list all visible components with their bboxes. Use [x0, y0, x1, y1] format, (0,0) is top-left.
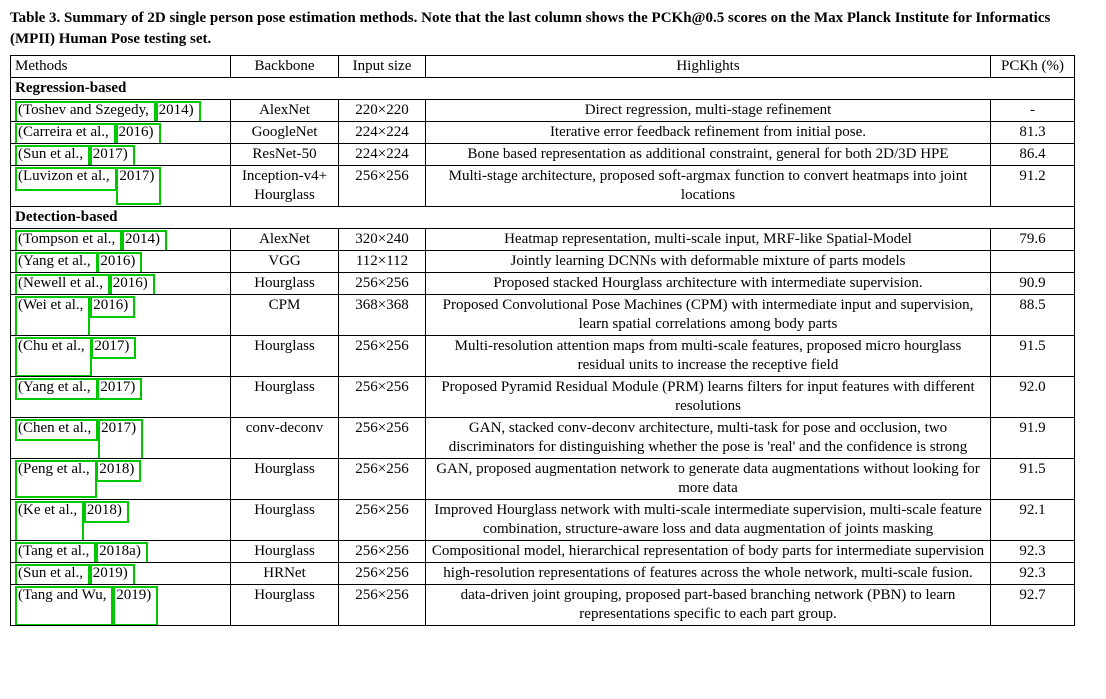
input-size-cell: 256×256 [339, 541, 426, 563]
method-cell [11, 295, 231, 336]
pckh-cell: 92.1 [991, 500, 1075, 541]
highlights-cell: Jointly learning DCNNs with deformable mixture of parts models [426, 251, 991, 273]
input-size-cell: 220×220 [339, 100, 426, 122]
highlights-cell: Proposed stacked Hourglass architecture with intermediate supervision. [426, 273, 991, 295]
citation-link-year[interactable]: 2016) [97, 252, 138, 271]
citation-link-ref[interactable]: (Tang et al., [15, 542, 92, 561]
backbone-cell: CPM [231, 295, 339, 336]
citation-link-year[interactable]: 2017) [98, 419, 139, 438]
input-size-cell: 256×256 [339, 336, 426, 377]
input-size-cell: 224×224 [339, 144, 426, 166]
table-row [11, 418, 1075, 459]
citation-link-ref[interactable]: (Wei et al., [15, 296, 86, 315]
backbone-cell: Hourglass [231, 273, 339, 295]
section-label: Regression-based [11, 78, 1075, 100]
highlights-cell: Multi-resolution attention maps from multi-scale features, proposed micro hourglass residual units to increase the receptive field [426, 336, 991, 377]
method-cell [11, 100, 231, 122]
table-caption: Table 3. Summary of 2D single person pose estimation methods. Note that the last column shows the PCKh@0.5 scores on the Max Planck Institute for Informatics (MPII) Human Pose testing set. [10, 10, 1051, 47]
col-header-methods: Methods [11, 56, 231, 78]
highlights-cell: Proposed Convolutional Pose Machines (CPM) with intermediate input and supervision, learn spatial correlations among body parts [426, 295, 991, 336]
table-row [11, 377, 1075, 418]
method-cell [11, 122, 231, 144]
citation-link-year[interactable]: 2019) [113, 586, 154, 605]
pckh-cell: - [991, 100, 1075, 122]
citation-link-ref[interactable]: (Tang and Wu, [15, 586, 109, 605]
citation-link-ref[interactable]: (Yang et al., [15, 252, 94, 271]
input-size-cell: 256×256 [339, 377, 426, 418]
highlights-cell: Proposed Pyramid Residual Module (PRM) learns filters for input features with different resolutions [426, 377, 991, 418]
citation-link-year[interactable]: 2017) [97, 378, 138, 397]
input-size-cell: 256×256 [339, 563, 426, 585]
backbone-cell: ResNet-50 [231, 144, 339, 166]
input-size-cell: 112×112 [339, 251, 426, 273]
highlights-cell: Bone based representation as additional constraint, general for both 2D/3D HPE [426, 144, 991, 166]
citation-link-ref[interactable]: (Ke et al., [15, 501, 80, 520]
citation-link-ref[interactable]: (Chen et al., [15, 419, 94, 438]
highlights-cell: Iterative error feedback refinement from initial pose. [426, 122, 991, 144]
pckh-cell: 91.5 [991, 336, 1075, 377]
citation-link-year[interactable]: 2018) [84, 501, 125, 520]
method-cell [11, 377, 231, 418]
citation-link-year[interactable]: 2019) [90, 564, 131, 583]
citation-link-ref[interactable]: (Yang et al., [15, 378, 94, 397]
method-cell [11, 500, 231, 541]
highlights-cell: GAN, proposed augmentation network to generate data augmentations without looking for more data [426, 459, 991, 500]
citation-link-year[interactable]: 2016) [90, 296, 131, 315]
table-body [11, 78, 1075, 626]
table-row [11, 122, 1075, 144]
backbone-cell: HRNet [231, 563, 339, 585]
pckh-cell: 79.6 [991, 229, 1075, 251]
backbone-cell: Hourglass [231, 336, 339, 377]
pckh-cell: 81.3 [991, 122, 1075, 144]
input-size-cell: 224×224 [339, 122, 426, 144]
pckh-cell: 92.0 [991, 377, 1075, 418]
citation-link-ref[interactable]: (Toshev and Szegedy, [15, 101, 152, 120]
input-size-cell: 320×240 [339, 229, 426, 251]
pckh-cell: 88.5 [991, 295, 1075, 336]
pckh-cell: 92.3 [991, 541, 1075, 563]
method-cell [11, 563, 231, 585]
backbone-cell: AlexNet [231, 229, 339, 251]
table-row [11, 273, 1075, 295]
backbone-cell: conv-deconv [231, 418, 339, 459]
input-size-cell: 256×256 [339, 459, 426, 500]
input-size-cell: 256×256 [339, 418, 426, 459]
method-cell [11, 541, 231, 563]
method-cell [11, 585, 231, 626]
citation-link-ref[interactable]: (Tompson et al., [15, 230, 118, 249]
table-row [11, 585, 1075, 626]
highlights-cell: high-resolution representations of features across the whole network, multi-scale fusion. [426, 563, 991, 585]
table-row [11, 166, 1075, 207]
pckh-cell: 91.2 [991, 166, 1075, 207]
header-row [11, 56, 1075, 78]
citation-link-year[interactable]: 2017) [90, 145, 131, 164]
method-cell [11, 251, 231, 273]
backbone-cell: Hourglass [231, 541, 339, 563]
method-cell [11, 418, 231, 459]
citation-link-ref[interactable]: (Sun et al., [15, 145, 86, 164]
backbone-cell: Hourglass [231, 459, 339, 500]
method-cell [11, 229, 231, 251]
col-header-input-size: Input size [339, 56, 426, 78]
table-row [11, 295, 1075, 336]
table-row [11, 336, 1075, 377]
backbone-cell: AlexNet [231, 100, 339, 122]
table-row [11, 100, 1075, 122]
citation-link-ref[interactable]: (Luvizon et al., [15, 167, 113, 186]
backbone-cell: Inception-v4+ Hourglass [231, 166, 339, 207]
table-row [11, 541, 1075, 563]
highlights-cell: data-driven joint grouping, proposed part-based branching network (PBN) to learn representations specific to each part group. [426, 585, 991, 626]
citation-link-year[interactable]: 2014) [156, 101, 197, 120]
table-row [11, 459, 1075, 500]
table-row [11, 251, 1075, 273]
col-header-highlights: Highlights [426, 56, 991, 78]
highlights-cell: Multi-stage architecture, proposed soft-argmax function to convert heatmaps into joint locations [426, 166, 991, 207]
citation-link-ref[interactable]: (Sun et al., [15, 564, 86, 583]
citation-link-year[interactable]: 2014) [122, 230, 163, 249]
citation-link-ref[interactable]: (Peng et al., [15, 460, 93, 479]
method-cell [11, 273, 231, 295]
col-header-backbone: Backbone [231, 56, 339, 78]
citation-link-year[interactable]: 2018) [96, 460, 137, 479]
backbone-cell: GoogleNet [231, 122, 339, 144]
section-label: Detection-based [11, 207, 1075, 229]
method-cell [11, 166, 231, 207]
method-cell [11, 144, 231, 166]
citation-link-year[interactable]: 2017) [91, 337, 132, 356]
citation-link-ref[interactable]: (Carreira et al., [15, 123, 112, 142]
input-size-cell: 256×256 [339, 166, 426, 207]
citation-link-year[interactable]: 2017) [116, 167, 157, 186]
pckh-cell: 92.7 [991, 585, 1075, 626]
citation-link-year[interactable]: 2016) [116, 123, 157, 142]
backbone-cell: Hourglass [231, 585, 339, 626]
method-cell [11, 336, 231, 377]
col-header-pckh: PCKh (%) [991, 56, 1075, 78]
pckh-cell: 91.9 [991, 418, 1075, 459]
citation-link-ref[interactable]: (Chu et al., [15, 337, 88, 356]
table-row [11, 563, 1075, 585]
pckh-cell: 90.9 [991, 273, 1075, 295]
input-size-cell: 368×368 [339, 295, 426, 336]
pckh-cell: 91.5 [991, 459, 1075, 500]
input-size-cell: 256×256 [339, 500, 426, 541]
citation-link-year[interactable]: 2016) [110, 274, 151, 293]
highlights-cell: Direct regression, multi-stage refinement [426, 100, 991, 122]
table-row [11, 500, 1075, 541]
table-row [11, 144, 1075, 166]
pckh-cell [991, 251, 1075, 273]
highlights-cell: Improved Hourglass network with multi-scale intermediate supervision, multi-scale feature combination, structure-aware loss and data augmentation of joints masking [426, 500, 991, 541]
highlights-cell: Compositional model, hierarchical representation of body parts for intermediate supervision [426, 541, 991, 563]
method-cell [11, 459, 231, 500]
citation-link-year[interactable]: 2018a) [96, 542, 144, 561]
highlights-cell: GAN, stacked conv-deconv architecture, multi-task for pose and occlusion, two discriminators for distinguishing whether the pose is 'real' and the confidence is strong [426, 418, 991, 459]
highlights-cell: Heatmap representation, multi-scale input, MRF-like Spatial-Model [426, 229, 991, 251]
section-row [11, 207, 1075, 229]
table-row [11, 229, 1075, 251]
section-row [11, 78, 1075, 100]
backbone-cell: Hourglass [231, 500, 339, 541]
input-size-cell: 256×256 [339, 273, 426, 295]
pckh-cell: 86.4 [991, 144, 1075, 166]
backbone-cell: Hourglass [231, 377, 339, 418]
methods-table [10, 55, 1075, 626]
backbone-cell: VGG [231, 251, 339, 273]
citation-link-ref[interactable]: (Newell et al., [15, 274, 106, 293]
pckh-cell: 92.3 [991, 563, 1075, 585]
input-size-cell: 256×256 [339, 585, 426, 626]
